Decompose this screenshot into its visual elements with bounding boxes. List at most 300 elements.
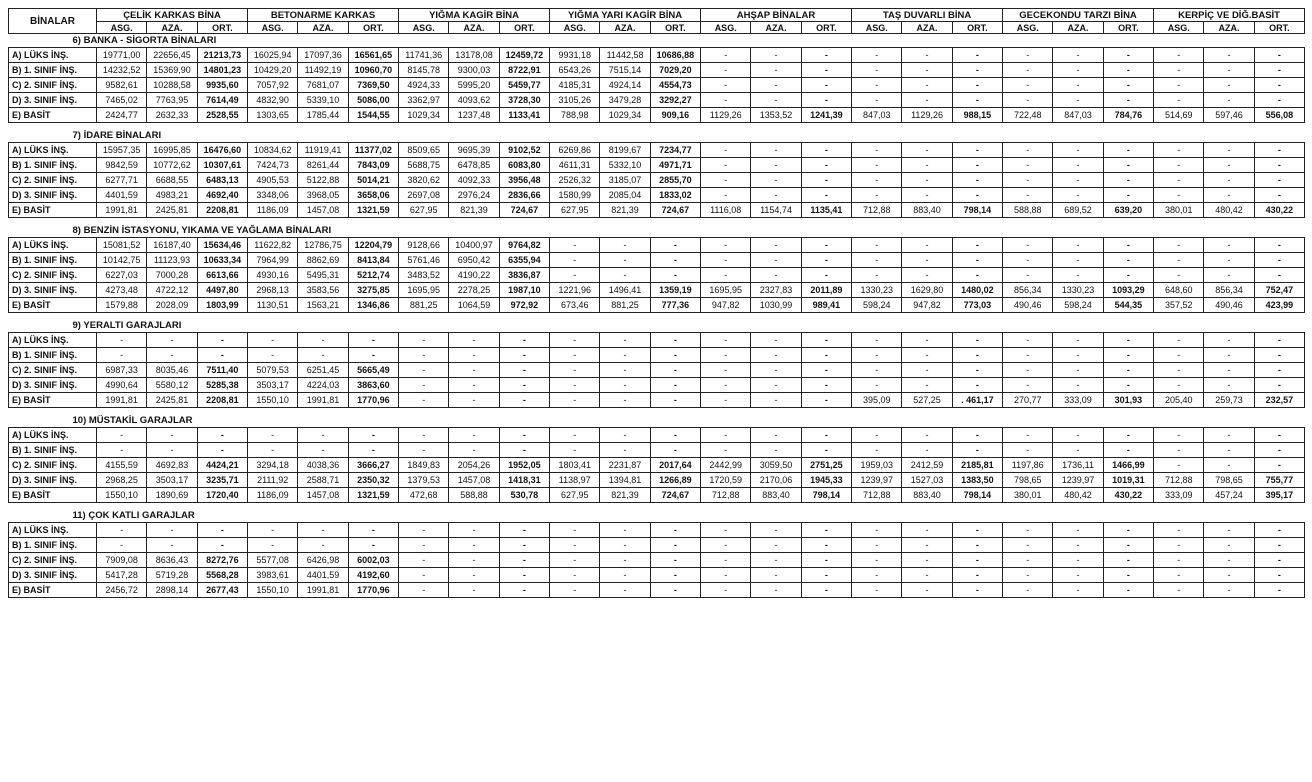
cell-aza: 1629,80 bbox=[902, 283, 952, 298]
cell-asg: 588,88 bbox=[1003, 203, 1053, 218]
cell-aza: 1496,41 bbox=[600, 283, 650, 298]
cell-ort: 1770,96 bbox=[348, 393, 398, 408]
cell-asg: - bbox=[852, 428, 902, 443]
cell-aza: - bbox=[298, 443, 348, 458]
cell-asg: 1186,09 bbox=[248, 488, 298, 503]
cell-aza: 6251,45 bbox=[298, 363, 348, 378]
cell-ort: - bbox=[1254, 443, 1304, 458]
cell-ort: - bbox=[1103, 443, 1153, 458]
cell-asg: - bbox=[852, 78, 902, 93]
cell-aza: 13178,08 bbox=[449, 48, 499, 63]
cell-asg: - bbox=[852, 378, 902, 393]
row-label: A) LÜKS İNŞ. bbox=[9, 238, 97, 253]
sub-header-ort: ORT. bbox=[348, 22, 398, 34]
cell-aza: - bbox=[751, 63, 801, 78]
cell-asg: - bbox=[550, 443, 600, 458]
cell-asg: - bbox=[852, 268, 902, 283]
cell-asg: 6227,03 bbox=[97, 268, 147, 283]
cell-aza: 16187,40 bbox=[147, 238, 197, 253]
cell-asg: - bbox=[97, 333, 147, 348]
cell-aza: - bbox=[1053, 78, 1103, 93]
section-title: 9) YERALTI GARAJLARI bbox=[72, 320, 182, 331]
cell-ort: 1952,05 bbox=[499, 458, 549, 473]
cell-asg: - bbox=[852, 348, 902, 363]
cell-aza: - bbox=[1204, 333, 1254, 348]
sub-header-ort: ORT. bbox=[801, 22, 851, 34]
cell-ort: 4554,73 bbox=[650, 78, 700, 93]
cell-asg: - bbox=[550, 378, 600, 393]
cell-aza: 4093,62 bbox=[449, 93, 499, 108]
table-row bbox=[9, 378, 1305, 393]
cell-asg: - bbox=[1003, 268, 1053, 283]
cell-ort: - bbox=[348, 523, 398, 538]
cell-aza: 12786,75 bbox=[298, 238, 348, 253]
cell-ort: - bbox=[1254, 568, 1304, 583]
sub-header-ort: ORT. bbox=[197, 22, 247, 34]
table-row bbox=[9, 268, 1305, 283]
cell-asg: 4930,16 bbox=[248, 268, 298, 283]
cell-ort: 1135,41 bbox=[801, 203, 851, 218]
cell-ort: - bbox=[952, 93, 1002, 108]
cell-ort: 8413,84 bbox=[348, 253, 398, 268]
cell-asg: 3483,52 bbox=[399, 268, 449, 283]
cell-aza: 4038,36 bbox=[298, 458, 348, 473]
cell-asg: - bbox=[1154, 428, 1204, 443]
cell-ort: . 461,17 bbox=[952, 393, 1002, 408]
section-title: 6) BANKA - SİGORTA BİNALARI bbox=[72, 35, 217, 46]
cell-ort: 21213,73 bbox=[197, 48, 247, 63]
cell-aza: 333,09 bbox=[1053, 393, 1103, 408]
cell-asg: - bbox=[97, 348, 147, 363]
cell-ort: 752,47 bbox=[1254, 283, 1304, 298]
cell-ort: 639,20 bbox=[1103, 203, 1153, 218]
cell-asg: - bbox=[1003, 378, 1053, 393]
table-header bbox=[9, 9, 1305, 34]
sub-header-asg: ASG. bbox=[399, 22, 449, 34]
sub-header-asg: ASG. bbox=[701, 22, 751, 34]
cell-asg: - bbox=[1003, 158, 1053, 173]
cell-ort: 15634,46 bbox=[197, 238, 247, 253]
cell-aza: - bbox=[751, 393, 801, 408]
cell-asg: - bbox=[701, 93, 751, 108]
cell-ort: - bbox=[801, 363, 851, 378]
cell-ort: 8272,76 bbox=[197, 553, 247, 568]
cell-aza: 947,82 bbox=[902, 298, 952, 313]
cell-asg: 4611,31 bbox=[550, 158, 600, 173]
cell-aza: 490,46 bbox=[1204, 298, 1254, 313]
cell-asg: 1720,59 bbox=[701, 473, 751, 488]
cell-ort: 4971,71 bbox=[650, 158, 700, 173]
cell-ort: - bbox=[1254, 48, 1304, 63]
cell-asg: 1029,34 bbox=[399, 108, 449, 123]
sub-header-ort: ORT. bbox=[952, 22, 1002, 34]
cell-aza: - bbox=[902, 333, 952, 348]
cell-ort: 1241,39 bbox=[801, 108, 851, 123]
cell-aza: 7763,95 bbox=[147, 93, 197, 108]
cell-aza: 3583,56 bbox=[298, 283, 348, 298]
table-row bbox=[9, 283, 1305, 298]
cell-ort: 3292,27 bbox=[650, 93, 700, 108]
row-label: C) 2. SINIF İNŞ. bbox=[9, 458, 97, 473]
cell-ort: - bbox=[650, 378, 700, 393]
cell-asg: 7424,73 bbox=[248, 158, 298, 173]
cell-asg: 1129,26 bbox=[701, 108, 751, 123]
cell-aza: 5495,31 bbox=[298, 268, 348, 283]
cell-ort: - bbox=[197, 348, 247, 363]
sub-header-aza: AZA. bbox=[751, 22, 801, 34]
cell-ort: - bbox=[650, 238, 700, 253]
cell-ort: 16561,65 bbox=[348, 48, 398, 63]
cell-asg: 19771,00 bbox=[97, 48, 147, 63]
cell-asg: - bbox=[852, 363, 902, 378]
cell-aza: - bbox=[1053, 48, 1103, 63]
cell-asg: - bbox=[1003, 333, 1053, 348]
cell-asg: - bbox=[550, 553, 600, 568]
cell-ort: - bbox=[1254, 333, 1304, 348]
section-title-row bbox=[9, 414, 1305, 428]
cell-ort: - bbox=[1103, 238, 1153, 253]
group-header-7: KERPİÇ VE DİĞ.BASİT bbox=[1154, 9, 1305, 22]
cell-aza: 5122,88 bbox=[298, 173, 348, 188]
cell-ort: 1720,40 bbox=[197, 488, 247, 503]
cell-asg: 1550,10 bbox=[248, 583, 298, 598]
cell-asg: - bbox=[97, 523, 147, 538]
cell-aza: - bbox=[1053, 538, 1103, 553]
cell-aza: 3059,50 bbox=[751, 458, 801, 473]
cell-aza: - bbox=[600, 568, 650, 583]
cell-asg: - bbox=[1003, 568, 1053, 583]
cell-ort: 3235,71 bbox=[197, 473, 247, 488]
cell-asg: 627,95 bbox=[399, 203, 449, 218]
cell-asg: - bbox=[701, 188, 751, 203]
cell-ort: - bbox=[650, 538, 700, 553]
cell-ort: - bbox=[650, 443, 700, 458]
cell-ort: - bbox=[1254, 78, 1304, 93]
cell-aza: - bbox=[147, 428, 197, 443]
table-row bbox=[9, 63, 1305, 78]
cell-aza: 821,39 bbox=[600, 488, 650, 503]
cell-aza: - bbox=[902, 523, 952, 538]
cell-aza: - bbox=[1053, 333, 1103, 348]
sub-header-ort: ORT. bbox=[499, 22, 549, 34]
cell-asg: 2111,92 bbox=[248, 473, 298, 488]
cell-aza: 10288,58 bbox=[147, 78, 197, 93]
cell-ort: - bbox=[348, 538, 398, 553]
cell-ort: - bbox=[801, 378, 851, 393]
cell-asg: 788,98 bbox=[550, 108, 600, 123]
cell-ort: - bbox=[1254, 238, 1304, 253]
cell-asg: 1303,65 bbox=[248, 108, 298, 123]
group-header-3: YIĞMA YARI KAGİR BİNA bbox=[550, 9, 701, 22]
table-row bbox=[9, 238, 1305, 253]
row-label: E) BASİT bbox=[9, 393, 97, 408]
cell-aza: - bbox=[902, 568, 952, 583]
cell-asg: - bbox=[399, 428, 449, 443]
cell-ort: 7369,50 bbox=[348, 78, 398, 93]
cell-aza: 1563,21 bbox=[298, 298, 348, 313]
cell-aza: - bbox=[751, 48, 801, 63]
cell-ort: 798,14 bbox=[952, 203, 1002, 218]
row-label: B) 1. SINIF İNŞ. bbox=[9, 348, 97, 363]
cell-aza: - bbox=[449, 553, 499, 568]
cell-aza: - bbox=[1053, 188, 1103, 203]
cell-ort: - bbox=[952, 378, 1002, 393]
cell-asg: - bbox=[701, 428, 751, 443]
cell-aza: - bbox=[751, 363, 801, 378]
table-row bbox=[9, 188, 1305, 203]
cell-aza: - bbox=[902, 583, 952, 598]
cell-ort: - bbox=[952, 428, 1002, 443]
cell-aza: 11123,93 bbox=[147, 253, 197, 268]
cell-ort: 2528,55 bbox=[197, 108, 247, 123]
cell-aza: - bbox=[1204, 78, 1254, 93]
cell-aza: - bbox=[449, 568, 499, 583]
cell-aza: 15369,90 bbox=[147, 63, 197, 78]
cell-aza: - bbox=[751, 378, 801, 393]
group-header-2: YIĞMA KAGİR BİNA bbox=[399, 9, 550, 22]
cell-asg: 2526,32 bbox=[550, 173, 600, 188]
cell-aza: 8862,69 bbox=[298, 253, 348, 268]
cell-asg: 9582,61 bbox=[97, 78, 147, 93]
row-label: C) 2. SINIF İNŞ. bbox=[9, 173, 97, 188]
cell-ort: - bbox=[1103, 48, 1153, 63]
cell-aza: 1129,26 bbox=[902, 108, 952, 123]
cell-asg: 7909,08 bbox=[97, 553, 147, 568]
cell-ort: 798,14 bbox=[801, 488, 851, 503]
cell-ort: - bbox=[952, 173, 1002, 188]
cell-aza: - bbox=[1204, 238, 1254, 253]
sub-header-aza: AZA. bbox=[902, 22, 952, 34]
cell-ort: 1383,50 bbox=[952, 473, 1002, 488]
cell-aza: - bbox=[147, 348, 197, 363]
cell-ort: 423,99 bbox=[1254, 298, 1304, 313]
cell-aza: - bbox=[1204, 93, 1254, 108]
cell-asg: 3294,18 bbox=[248, 458, 298, 473]
cell-asg: 333,09 bbox=[1154, 488, 1204, 503]
cell-asg: 4924,33 bbox=[399, 78, 449, 93]
cell-ort: - bbox=[650, 583, 700, 598]
cell-ort: 9102,52 bbox=[499, 143, 549, 158]
corner-header: BİNALAR bbox=[9, 9, 97, 34]
cell-aza: 5332,10 bbox=[600, 158, 650, 173]
cell-ort: 972,92 bbox=[499, 298, 549, 313]
cell-aza: - bbox=[298, 333, 348, 348]
cell-asg: - bbox=[1003, 173, 1053, 188]
cell-asg: 4990,64 bbox=[97, 378, 147, 393]
cell-aza: - bbox=[902, 253, 952, 268]
cell-ort: - bbox=[952, 188, 1002, 203]
cell-aza: 1330,23 bbox=[1053, 283, 1103, 298]
row-label: D) 3. SINIF İNŞ. bbox=[9, 568, 97, 583]
cell-asg: 2442,99 bbox=[701, 458, 751, 473]
cell-ort: - bbox=[1103, 568, 1153, 583]
cell-asg: - bbox=[852, 158, 902, 173]
group-header-4: AHŞAP BİNALAR bbox=[701, 9, 852, 22]
cell-aza: - bbox=[1053, 143, 1103, 158]
cell-aza: 881,25 bbox=[600, 298, 650, 313]
cell-asg: - bbox=[550, 268, 600, 283]
cell-asg: - bbox=[852, 188, 902, 203]
cell-aza: - bbox=[751, 158, 801, 173]
cell-aza: - bbox=[147, 443, 197, 458]
cell-ort: - bbox=[801, 393, 851, 408]
cell-ort: 5665,49 bbox=[348, 363, 398, 378]
cell-aza: 7515,14 bbox=[600, 63, 650, 78]
cell-ort: - bbox=[1254, 458, 1304, 473]
cell-aza: 10772,62 bbox=[147, 158, 197, 173]
cell-ort: 2836,66 bbox=[499, 188, 549, 203]
cell-asg: 6277,71 bbox=[97, 173, 147, 188]
cell-ort: 10686,88 bbox=[650, 48, 700, 63]
cell-ort: 10960,70 bbox=[348, 63, 398, 78]
cell-aza: 2588,71 bbox=[298, 473, 348, 488]
cell-ort: 2677,43 bbox=[197, 583, 247, 598]
cell-asg: 7465,02 bbox=[97, 93, 147, 108]
cell-asg: - bbox=[1003, 428, 1053, 443]
cell-ort: - bbox=[801, 143, 851, 158]
cell-aza: - bbox=[902, 268, 952, 283]
cell-ort: 232,57 bbox=[1254, 393, 1304, 408]
cell-asg: - bbox=[1003, 363, 1053, 378]
cell-ort: - bbox=[197, 538, 247, 553]
cell-ort: 5459,77 bbox=[499, 78, 549, 93]
cell-aza: - bbox=[902, 363, 952, 378]
cell-asg: - bbox=[1003, 538, 1053, 553]
cell-asg: 627,95 bbox=[550, 203, 600, 218]
cell-aza: 1991,81 bbox=[298, 583, 348, 598]
cell-aza: - bbox=[1204, 63, 1254, 78]
row-label: B) 1. SINIF İNŞ. bbox=[9, 158, 97, 173]
row-label: E) BASİT bbox=[9, 488, 97, 503]
cell-aza: 7681,07 bbox=[298, 78, 348, 93]
cell-aza: - bbox=[1053, 63, 1103, 78]
table-row bbox=[9, 553, 1305, 568]
cell-ort: - bbox=[650, 523, 700, 538]
cell-ort: 989,41 bbox=[801, 298, 851, 313]
row-label: D) 3. SINIF İNŞ. bbox=[9, 283, 97, 298]
cell-aza: 1890,69 bbox=[147, 488, 197, 503]
cell-asg: - bbox=[701, 583, 751, 598]
cell-asg: - bbox=[1154, 523, 1204, 538]
cell-aza: 5719,28 bbox=[147, 568, 197, 583]
cell-asg: 1959,03 bbox=[852, 458, 902, 473]
table-row bbox=[9, 173, 1305, 188]
cell-aza: - bbox=[751, 553, 801, 568]
cell-aza: 4722,12 bbox=[147, 283, 197, 298]
section-title: 11) ÇOK KATLI GARAJLAR bbox=[72, 510, 195, 521]
cell-aza: 2054,26 bbox=[449, 458, 499, 473]
cell-aza: - bbox=[1053, 443, 1103, 458]
cell-aza: - bbox=[902, 188, 952, 203]
cell-ort: - bbox=[801, 268, 851, 283]
cell-asg: - bbox=[701, 143, 751, 158]
cell-asg: - bbox=[1154, 443, 1204, 458]
cell-ort: - bbox=[801, 348, 851, 363]
cell-ort: - bbox=[1254, 428, 1304, 443]
cell-ort: 724,67 bbox=[650, 488, 700, 503]
cell-aza: - bbox=[600, 583, 650, 598]
section-title-row bbox=[9, 34, 1305, 48]
cell-asg: - bbox=[852, 173, 902, 188]
cell-ort: 6083,80 bbox=[499, 158, 549, 173]
cell-asg: - bbox=[1154, 458, 1204, 473]
cell-asg: - bbox=[1003, 143, 1053, 158]
cell-ort: - bbox=[952, 158, 1002, 173]
cell-aza: - bbox=[298, 538, 348, 553]
cell-asg: 4905,53 bbox=[248, 173, 298, 188]
cell-aza: - bbox=[902, 93, 952, 108]
cell-ort: - bbox=[801, 253, 851, 268]
cell-aza: 2231,87 bbox=[600, 458, 650, 473]
cell-aza: - bbox=[600, 553, 650, 568]
cell-asg: - bbox=[550, 348, 600, 363]
cell-aza: 6478,85 bbox=[449, 158, 499, 173]
cell-asg: - bbox=[701, 393, 751, 408]
table-row bbox=[9, 143, 1305, 158]
cell-asg: - bbox=[852, 63, 902, 78]
sub-header-ort: ORT. bbox=[650, 22, 700, 34]
cell-asg: - bbox=[701, 268, 751, 283]
cell-asg: 514,69 bbox=[1154, 108, 1204, 123]
cell-ort: 724,67 bbox=[499, 203, 549, 218]
cell-ort: - bbox=[1254, 158, 1304, 173]
table-row bbox=[9, 473, 1305, 488]
cell-aza: 4190,22 bbox=[449, 268, 499, 283]
cell-aza: - bbox=[449, 378, 499, 393]
cell-ort: 2208,81 bbox=[197, 203, 247, 218]
cell-asg: - bbox=[97, 538, 147, 553]
cell-asg: - bbox=[1154, 568, 1204, 583]
cell-aza: - bbox=[298, 523, 348, 538]
cell-aza: - bbox=[1053, 568, 1103, 583]
cell-ort: - bbox=[801, 583, 851, 598]
cell-asg: 712,88 bbox=[701, 488, 751, 503]
cell-asg: - bbox=[1154, 48, 1204, 63]
cell-asg: - bbox=[852, 333, 902, 348]
cell-aza: - bbox=[1204, 48, 1254, 63]
cell-aza: 11442,58 bbox=[600, 48, 650, 63]
cell-aza: 2170,06 bbox=[751, 473, 801, 488]
cell-aza: - bbox=[600, 363, 650, 378]
cell-asg: - bbox=[852, 143, 902, 158]
cell-asg: 270,77 bbox=[1003, 393, 1053, 408]
cell-aza: - bbox=[147, 538, 197, 553]
cell-asg: 14232,52 bbox=[97, 63, 147, 78]
sub-header-aza: AZA. bbox=[298, 22, 348, 34]
cell-ort: - bbox=[650, 253, 700, 268]
cell-aza: - bbox=[751, 523, 801, 538]
cell-asg: - bbox=[1154, 378, 1204, 393]
cell-asg: 6987,33 bbox=[97, 363, 147, 378]
cell-asg: - bbox=[1154, 173, 1204, 188]
cell-ort: 16476,60 bbox=[197, 143, 247, 158]
cell-aza: 598,24 bbox=[1053, 298, 1103, 313]
cell-ort: - bbox=[348, 443, 398, 458]
cell-asg: - bbox=[1154, 158, 1204, 173]
sub-header-asg: ASG. bbox=[852, 22, 902, 34]
cell-asg: - bbox=[701, 568, 751, 583]
cell-aza: - bbox=[1204, 443, 1254, 458]
cell-ort: 544,35 bbox=[1103, 298, 1153, 313]
cell-ort: - bbox=[952, 583, 1002, 598]
cell-asg: - bbox=[1154, 333, 1204, 348]
cell-ort: - bbox=[1254, 188, 1304, 203]
cell-ort: - bbox=[1103, 378, 1153, 393]
cell-ort: 12459,72 bbox=[499, 48, 549, 63]
cell-ort: - bbox=[650, 268, 700, 283]
cell-aza: 4692,83 bbox=[147, 458, 197, 473]
cell-ort: - bbox=[952, 238, 1002, 253]
